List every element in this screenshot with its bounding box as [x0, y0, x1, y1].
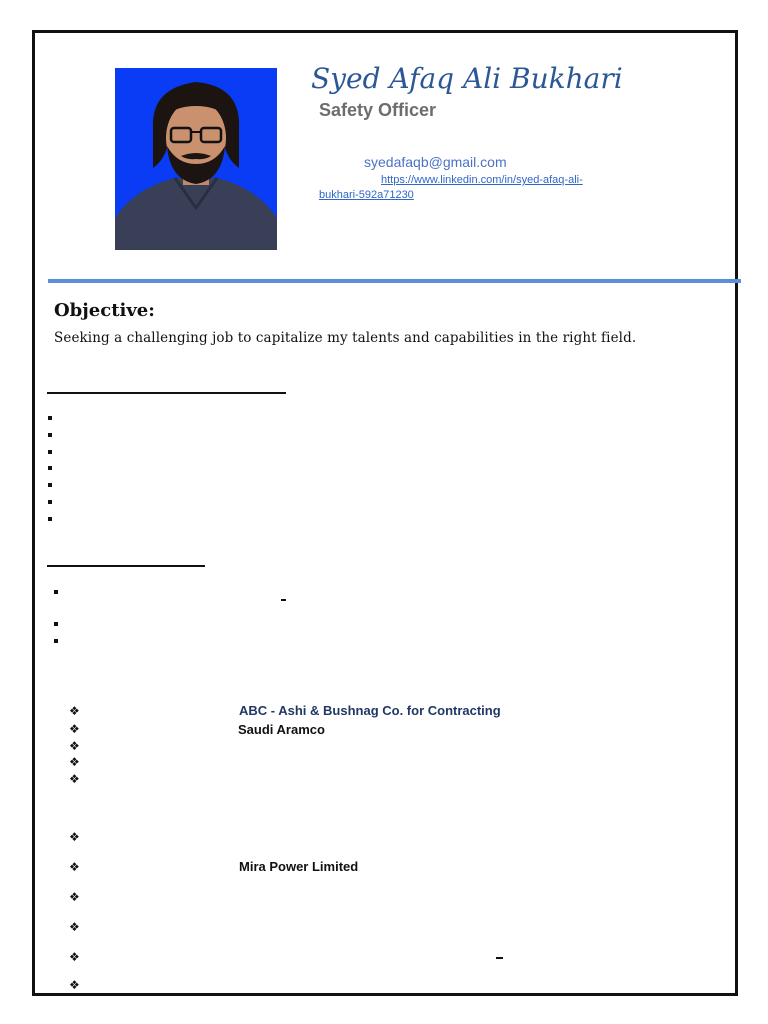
objective-text: Seeking a challenging job to capitalize my talents and capabilities in the right field. [54, 330, 637, 346]
bullet-marker [48, 416, 52, 420]
dash-marker [281, 599, 286, 601]
diamond-bullet-icon: ❖ [69, 772, 80, 786]
bullet-marker [48, 466, 52, 470]
bullet-marker [54, 639, 58, 643]
section-underline [47, 392, 286, 394]
diamond-bullet-icon: ❖ [69, 704, 80, 718]
dash-marker [496, 957, 503, 959]
objective-heading: Objective: [54, 300, 155, 321]
company-name: Mira Power Limited [239, 859, 359, 874]
header-divider [48, 279, 741, 283]
bullet-marker [54, 590, 58, 594]
bullet-marker [48, 450, 52, 454]
diamond-bullet-icon: ❖ [69, 950, 80, 964]
diamond-bullet-icon: ❖ [69, 830, 80, 844]
email-link[interactable]: syedafaqb@gmail.com [364, 154, 507, 170]
job-title: Safety Officer [319, 100, 437, 120]
bullet-marker [48, 433, 52, 437]
diamond-bullet-icon: ❖ [69, 722, 80, 736]
section-underline [47, 565, 205, 567]
diamond-bullet-icon: ❖ [69, 920, 80, 934]
candidate-name: Syed Afaq Ali Bukhari [311, 62, 623, 95]
diamond-bullet-icon: ❖ [69, 978, 80, 992]
diamond-bullet-icon: ❖ [69, 860, 80, 874]
diamond-bullet-icon: ❖ [69, 755, 80, 769]
bullet-marker [48, 500, 52, 504]
bullet-marker [48, 517, 52, 521]
bullet-marker [48, 483, 52, 487]
client-name: Saudi Aramco [238, 722, 325, 737]
linkedin-link[interactable]: https://www.linkedin.com/in/syed-afaq-ali-bukhari-592a71230 [319, 174, 583, 201]
diamond-bullet-icon: ❖ [69, 890, 80, 904]
diamond-bullet-icon: ❖ [69, 739, 80, 753]
company-name: ABC - Ashi & Bushnag Co. for Contracting [239, 703, 501, 718]
bullet-marker [54, 622, 58, 626]
profile-photo [115, 68, 277, 250]
